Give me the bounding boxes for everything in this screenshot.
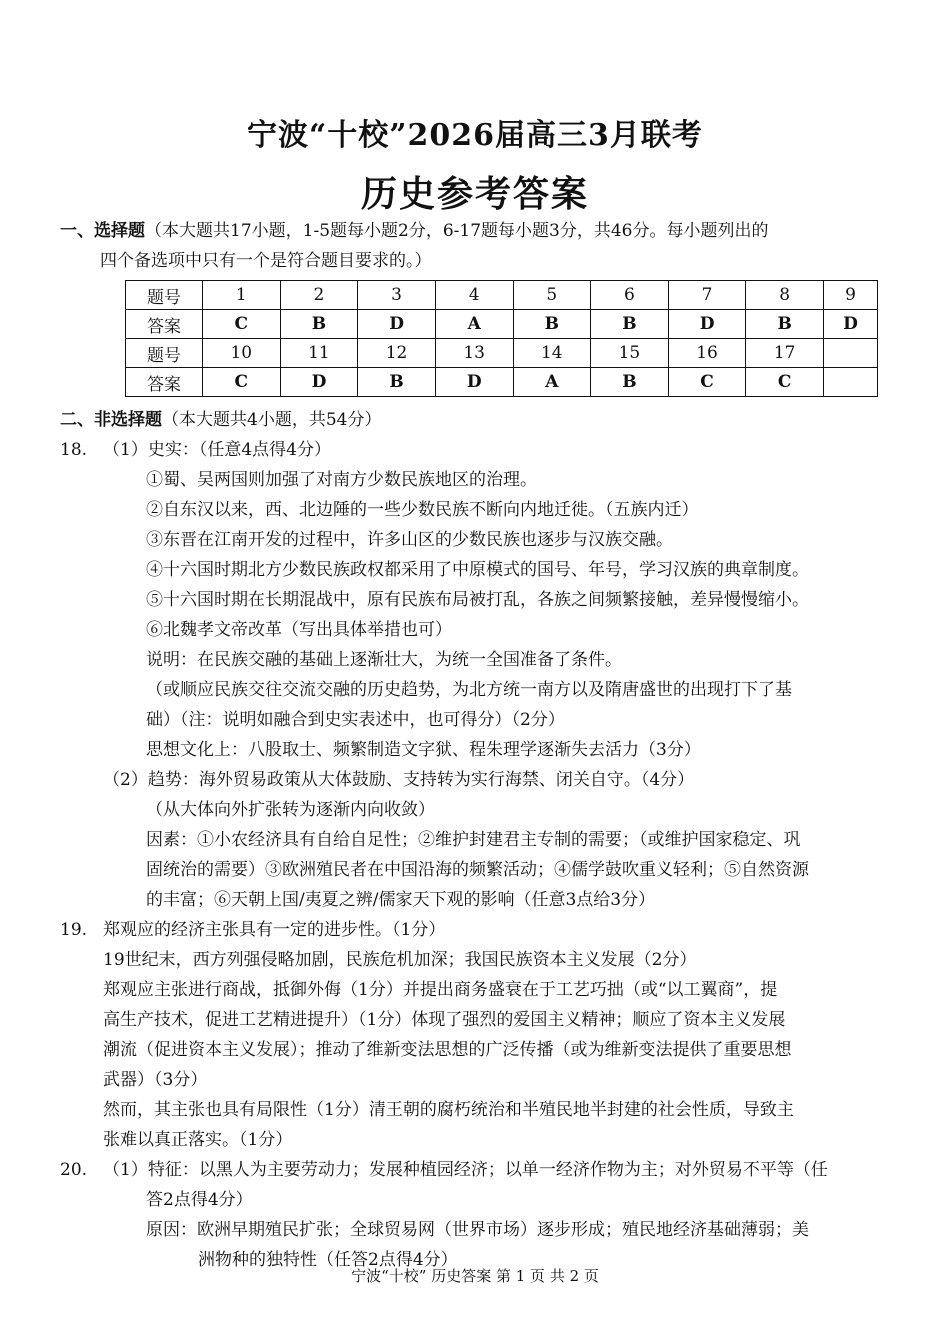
answer-cell: B bbox=[591, 310, 669, 339]
answer-cell: D bbox=[668, 310, 746, 339]
table-row bbox=[126, 281, 878, 310]
subject-title: 历史参考答案 bbox=[360, 173, 589, 215]
section1-heading: 一、选择题 bbox=[60, 221, 145, 241]
q18-factors-line3: 的丰富；⑥天朝上国/夷夏之辨/儒家天下观的影响（任意3点给3分） bbox=[146, 890, 656, 910]
answer-cell: C bbox=[203, 310, 281, 339]
question-number: 13 bbox=[435, 339, 513, 368]
question-number: 11 bbox=[280, 339, 358, 368]
question-number: 14 bbox=[513, 339, 591, 368]
q19-line5: 潮流（促进资本主义发展）；推动了维新变法思想的广泛传播（或为维新变法提供了重要思想 bbox=[103, 1040, 792, 1060]
question-number: 9 bbox=[824, 281, 878, 310]
q19-number: 19. bbox=[60, 920, 88, 940]
answer-cell bbox=[824, 368, 878, 397]
q18-fact-5: ⑤十六国时期在长期混战中，原有民族布局被打乱，各族之间频繁接触，差异慢慢缩小。 bbox=[146, 590, 809, 610]
q19-line1: 郑观应的经济主张具有一定的进步性。（1分） bbox=[103, 920, 446, 940]
q18-fact-4: ④十六国时期北方少数民族政权都采用了中原模式的国号、年号，学习汉族的典章制度。 bbox=[146, 560, 809, 580]
answer-cell: B bbox=[746, 310, 824, 339]
section1-description: （本大题共17小题，1-5题每小题2分，6-17题每小题3分，共46分。每小题列出的 bbox=[145, 221, 769, 241]
q18-explanation-alt: （或顺应民族交往交流交融的历史趋势，为北方统一南方以及隋唐盛世的出现打下了基 bbox=[146, 680, 792, 700]
question-number: 15 bbox=[591, 339, 669, 368]
q20-number: 20. bbox=[60, 1160, 88, 1180]
section2-heading-line bbox=[60, 405, 381, 435]
q18-part1-heading: （1）史实：（任意4点得4分） bbox=[103, 440, 331, 460]
q18-explanation: 说明：在民族交融的基础上逐渐壮大，为统一全国准备了条件。 bbox=[146, 650, 622, 670]
q18-fact-3: ③东晋在江南开发的过程中，许多山区的少数民族也逐步与汉族交融。 bbox=[146, 530, 673, 550]
q19-line7: 然而，其主张也具有局限性（1分）清王朝的腐朽统治和半殖民地半封建的社会性质，导致主 bbox=[103, 1100, 794, 1120]
question-number: 5 bbox=[513, 281, 591, 310]
page-footer: 宁波“十校” 历史答案 第 1 页 共 2 页 bbox=[351, 1267, 599, 1285]
q18-factors-line1: 因素：①小农经济具有自给自足性；②维护封建君主专制的需要；（或维护国家稳定、巩 bbox=[146, 830, 801, 850]
q20-line4: 洲物种的独特性（任答2点得4分） bbox=[198, 1250, 458, 1270]
section1-heading-line bbox=[60, 216, 768, 246]
answer-cell: B bbox=[591, 368, 669, 397]
answer-cell: B bbox=[513, 310, 591, 339]
question-number: 2 bbox=[280, 281, 358, 310]
q19-line2: 19世纪末，西方列强侵略加剧，民族危机加深；我国民族资本主义发展（2分） bbox=[103, 950, 697, 970]
q18-fact-1: ①蜀、吴两国则加强了对南方少数民族地区的治理。 bbox=[146, 470, 537, 490]
question-number: 6 bbox=[591, 281, 669, 310]
table-row bbox=[126, 368, 878, 397]
q19-line4: 高生产技术，促进工艺精进提升）（1分）体现了强烈的爱国主义精神；顺应了资本主义发展 bbox=[103, 1010, 786, 1030]
answer-cell: B bbox=[358, 368, 436, 397]
q18-number: 18. bbox=[60, 440, 88, 460]
q18-fact-2: ②自东汉以来，西、北边陲的一些少数民族不断向内地迁徙。（五族内迁） bbox=[146, 500, 699, 520]
q18-explanation-note: 础）（注：说明如融合到史实表述中，也可得分）（2分） bbox=[146, 710, 565, 730]
q20-line3: 原因：欧洲早期殖民扩张；全球贸易网（世界市场）逐步形成；殖民地经济基础薄弱；美 bbox=[146, 1220, 809, 1240]
question-number: 4 bbox=[435, 281, 513, 310]
answer-cell: D bbox=[280, 368, 358, 397]
q18-part2-trend-alt: （从大体向外扩张转为逐渐内向收敛） bbox=[146, 800, 435, 820]
exam-title: 宁波“十校”2026届高三3月联考 bbox=[247, 118, 703, 153]
q18-culture: 思想文化上：八股取士、频繁制造文字狱、程朱理学逐渐失去活力（3分） bbox=[146, 740, 701, 760]
answer-cell: D bbox=[358, 310, 436, 339]
question-number: 17 bbox=[746, 339, 824, 368]
question-number: 1 bbox=[203, 281, 281, 310]
q18-fact-6: ⑥北魏孝文帝改革（写出具体举措也可） bbox=[146, 620, 452, 640]
row-label-number: 题号 bbox=[126, 339, 203, 368]
section2-heading: 二、非选择题 bbox=[60, 410, 162, 430]
q18-factors-line2: 固统治的需要）③欧洲殖民者在中国沿海的频繁活动；④儒学鼓吹重义轻利；⑤自然资源 bbox=[146, 860, 809, 880]
answer-cell: C bbox=[746, 368, 824, 397]
question-number: 10 bbox=[203, 339, 281, 368]
answer-table bbox=[125, 280, 878, 397]
q19-line3: 郑观应主张进行商战，抵御外侮（1分）并提出商务盛衰在于工艺巧拙（或“以工翼商”，提 bbox=[103, 980, 778, 1000]
question-number bbox=[824, 339, 878, 368]
question-number: 16 bbox=[668, 339, 746, 368]
answer-cell: A bbox=[435, 310, 513, 339]
table-row bbox=[126, 339, 878, 368]
question-number: 3 bbox=[358, 281, 436, 310]
q19-line8: 张难以真正落实。（1分） bbox=[103, 1130, 293, 1150]
row-label-answer: 答案 bbox=[126, 310, 203, 339]
row-label-number: 题号 bbox=[126, 281, 203, 310]
question-number: 8 bbox=[746, 281, 824, 310]
q19-line6: 武器）（3分） bbox=[103, 1070, 208, 1090]
q20-line2: 答2点得4分） bbox=[146, 1190, 253, 1210]
q18-part2-trend: （2）趋势：海外贸易政策从大体鼓励、支持转为实行海禁、闭关自守。（4分） bbox=[103, 770, 695, 790]
q20-line1: （1）特征：以黑人为主要劳动力；发展种植园经济；以单一经济作物为主；对外贸易不平等（任 bbox=[103, 1160, 828, 1180]
answer-cell: B bbox=[280, 310, 358, 339]
question-number: 12 bbox=[358, 339, 436, 368]
section2-description: （本大题共4小题，共54分） bbox=[162, 410, 382, 430]
table-row bbox=[126, 310, 878, 339]
answer-cell: A bbox=[513, 368, 591, 397]
row-label-answer: 答案 bbox=[126, 368, 203, 397]
answer-cell: D bbox=[824, 310, 878, 339]
answer-cell: D bbox=[435, 368, 513, 397]
section1-description-line2: 四个备选项中只有一个是符合题目要求的。） bbox=[100, 251, 432, 271]
question-number: 7 bbox=[668, 281, 746, 310]
answer-cell: C bbox=[668, 368, 746, 397]
answer-cell: C bbox=[203, 368, 281, 397]
